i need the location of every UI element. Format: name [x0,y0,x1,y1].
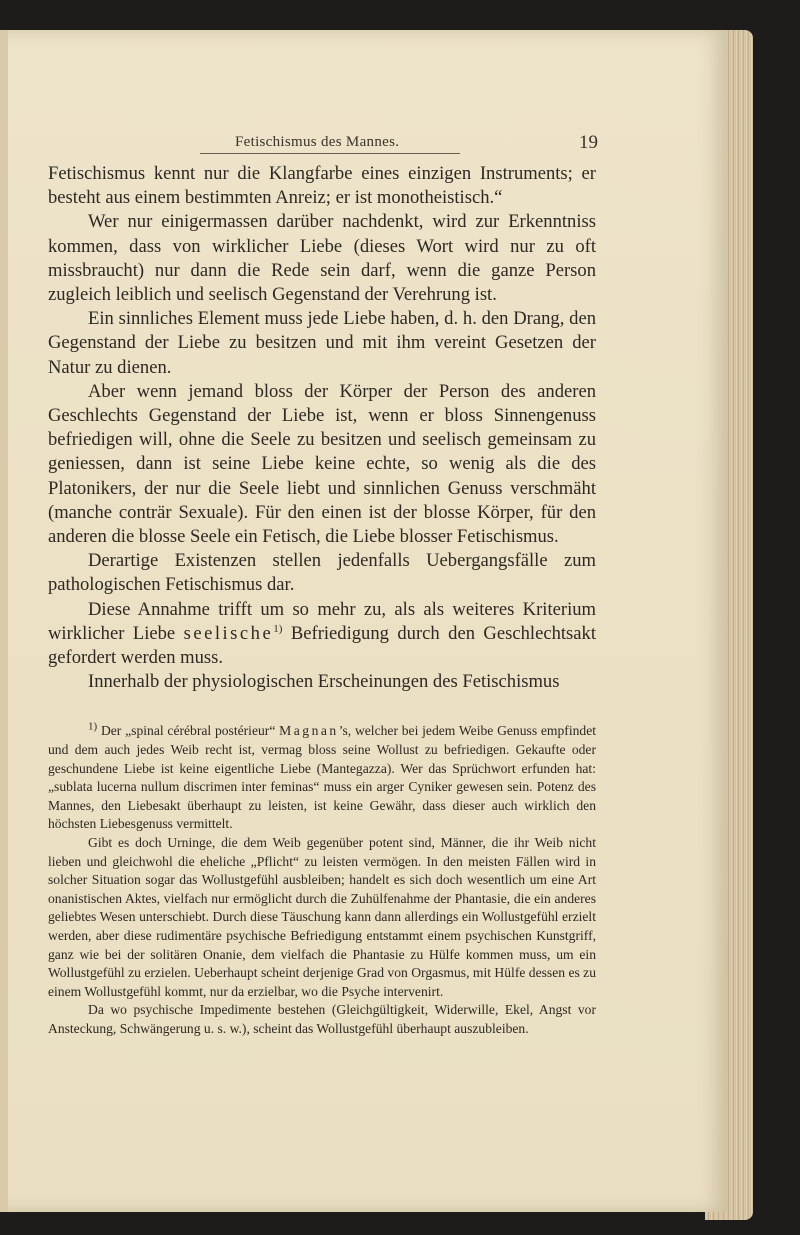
header-rule [200,153,460,154]
paragraph: Aber wenn jemand bloss der Körper der Person des anderen Geschlechts Gegenstand der Liebe ist, wenn er bloss Sinnengenuss befriedigen will, ohne die Seele zu besitzen und seelisch gemeinsam zu geniessen, dann ist seine Liebe keine echte, so wenig als die des Platonikers, der nur die Seele liebt und sinnlichen Genuss verschmäht (manche conträr Sexuale). Für den einen ist der blosse Körper, für den anderen die blosse Seele ein Fetisch, die Liebe blosser Fetischismus. [48,380,596,548]
paragraph: Innerhalb der physiologischen Erscheinungen des Fetischismus [88,671,560,693]
footnote [48,722,596,834]
paragraph: Wer nur einigermassen darüber nachdenkt, wird zur Erkenntniss kommen, dass von wirklicher Liebe (dieses Wort wird nur zu oft missbraucht) nur dann die Rede sein darf, wenn die ganze Person zugleich leiblich und seelisch Gegenstand der Verehrung ist. [48,211,596,306]
page-gutter [0,30,8,1212]
footnote-paragraph: Gibt es doch Urninge, die dem Weib gegenüber potent sind, Männer, die ihr Weib nicht lieben und gleichwohl die eheliche „Pflicht“ zu leisten vermögen. In den meisten Fällen wird in solcher Situation sogar das Wollustgefühl ausbleiben; handelt es sich doch wesentlich um eine Art onanistischen Aktes, vielfach nur ermöglicht durch die Zuhülfenahme der Phantasie, die ein anderes geliebtes Wesen unterschiebt. Durch diese Täuschung kann dann allerdings ein Wollustgefühl erzielt werden, aber diese rudimentäre psychische Befriedigung entstammt einem psychischen Kunstgriff, ganz wie bei der solitären Onanie, dem vielfach die Phantasie zu Hülfe kommen muss, um ein Wollustgefühl zu erzielen. Ueberhaupt scheint derjenige Grad von Orgasmus, mit Hülfe dessen es zu einem Wollustgefühl kommt, nur da erzielbar, wo die Psyche intervenirt. [48,835,596,999]
text-run: Der „spinal cérébral postérieur“ [97,723,280,739]
footnotes [48,722,596,1038]
text-run: ’s, welcher bei jedem Weibe Genuss empfindet und dem auch jedes Weib recht ist, vermag bloss seine Wollust zu befriedigen. Gekaufte oder geschundene Liebe ist keine eigentliche Liebe (Mantegazza). Wer das Sprüchwort erfunden hat: „sublata lucerna nullum discrimen inter feminas“ muss ein arger Cyniker gewesen sein. Potenz des Mannes, den Liebesakt überhaupt zu leisten, ist keine Gewähr, dass dieser auch wirklich den höchsten Liebesgenuss vermittelt. [48,723,597,832]
emphasis-spaced: Magnan [279,723,339,739]
footnote-paragraph: Da wo psychische Impedimente bestehen (Gleichgültigkeit, Widerwille, Ekel, Angst vor Ansteckung, Schwängerung u. s. w.), scheint das Wollustgefühl überhaupt auszubleiben. [48,1002,596,1036]
page-body [48,162,596,1039]
running-header [40,126,600,154]
main-text [48,162,596,694]
footnote-reference: 1) [273,622,283,635]
paragraph: Derartige Existenzen stellen jedenfalls Uebergangsfälle zum pathologischen Fetischismus dar. [48,550,596,596]
paragraph: Ein sinnliches Element muss jede Liebe haben, d. h. den Drang, den Gegenstand der Liebe zu besitzen und mit ihm vereint Gesetzen der Natur zu dienen. [48,308,596,378]
running-title: Fetischismus des Mannes. [235,134,400,150]
text-run: Diese Annahme trifft um so mehr zu, als als weiteres Kriterium wirklicher Liebe [48,598,596,644]
emphasis-spaced: seelische [183,622,274,644]
paragraph [48,598,596,671]
page-number: 19 [579,132,598,153]
footnote-marker: 1) [88,720,98,733]
text-run: Befriedigung durch den Geschlechtsakt gefordert werden muss. [48,622,596,669]
paragraph: Fetischismus kennt nur die Klangfarbe eines einzigen Instruments; er besteht aus einem bestimmten Anreiz; er ist monotheistisch.“ [48,163,596,209]
